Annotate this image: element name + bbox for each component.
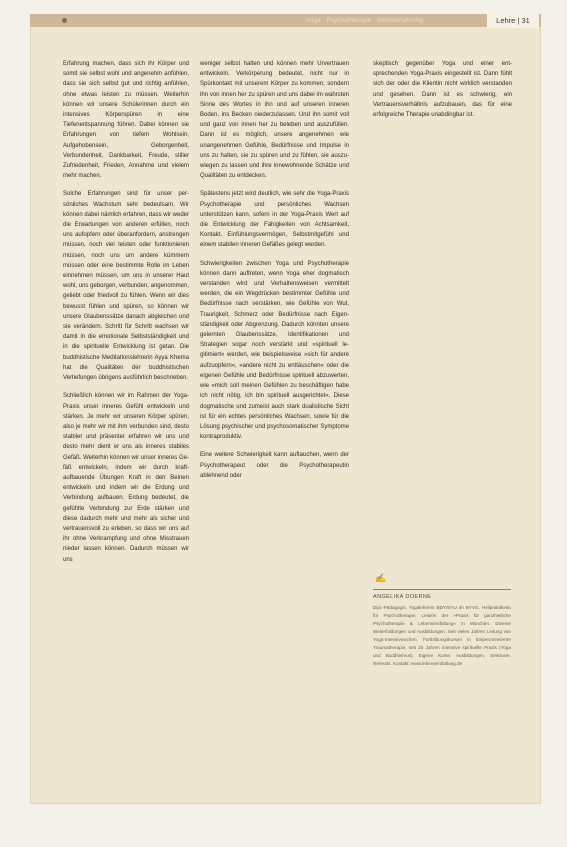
paragraph: Solche Erfahrungen sind für unser persönliches Wachstum sehr bedeutsam. Wir können dabei nämlich erfahren, dass wir weder die Erwartungen von anderen erfüllen, noch uns aufopfern oder überanfordern, anstrengen müssen, noch viel leisten oder funktionieren müssen, noch uns um andere kümmern müssen oder eine bestimmte Rolle im Leben einnehmen müssen, um uns in unserer Haut wohl, uns geborgen, verbunden, angenommen, geliebt oder friedvoll zu fühlen. Wenn wir dies bewusst fühlen und spüren, so können wir unsere Glaubenssätze danach abgleichen und sie verändern. Schritt für Schritt wachsen wir damit in die emotionale Selbstständigkeit und in die spirituelle Entwicklung ist getan. Die buddhistische Meditationslehrerin Ayya Khema hat die Qualitäten der buddhistischen Vertiefungen übrigens ausführlich beschrieben. xyxy=(63,191,189,382)
paragraph: Schließlich können wir im Rahmen der Yoga-Praxis unser inneres Gefühl entwickeln und stärken. Je mehr wir unseren Körper spüren, also je mehr wir mit ihm verbunden sind, desto stabiler und präsenter erfahren wir uns und desto mehr dient er uns als inneres stabiles Gefäß. Weiterhin können wir unser inneres Gefäß entwickeln, indem wir durch kraftaufbauende Übungen Kraft in den Beinen entwickeln und indem wir die Erdung und Verbindung aufbauen. Erdung bedeutet, die gefühlte Verbindung zur Erde stärken und diese dadurch mehr und mehr als sicher und vertrauensvoll zu erleben, so dass wir uns auf ihr ohne Verkrampfung und ohne Misstrauen nieder lassen können. Dadurch müssen wir uns xyxy=(63,393,189,563)
header-dot xyxy=(62,18,67,23)
paragraph: Schwierigkeiten zwischen Yoga und Psychotherapie können dann auftreten, wenn Yoga eher dogmatisch verstanden wird und Verhaltensweisen vermittelt werden, die ein Wegdrücken bestimmter Gefühle und Bedürfnisse nach verstärken, wie Gefühle von Wut, Traurigkeit, Schmerz oder Bedürfnisse nach Eigenständigkeit oder Abgrenzung. Dadurch könnten unsere gelernten Glaubenssätze, Identifikationen und Strategien sogar noch verstärkt und »spirituell legitimiert« werden, wie beispielsweise »sich für andere aufzuopfern«, »andere nicht zu enttäuschen« oder die eigenen Gefühle und Bedürfnisse spirituell abzuwerten, wie »mich soll meinen Gefühlen zu beschäftigen habe ich nicht nötig, ich bin spirituell ausgerichtet«. Diese dogmatische und zumeist auch stark dualistische Sicht ist für ein echtes persönliches Wachsen, sowie für die Lösung psychischer und psychosomatischer Symptome kontraproduktiv. xyxy=(200,260,349,441)
paragraph: weniger selbst halten und können mehr Urvertrauen entwickeln. Verkörperung bedeutet, nicht nur in Spürkontakt mit unserem Körper zu kommen, sondern ihn von innen her zu spüren und uns dabei im wahrsten Sinne des Wortes in ihn und auf unseren inneren Boden, ins Becken niederzulassen. Und ihn somit voll und ganz von innen her zu beleben und auszufüllen. Dann ist es möglich, unsere angenehmen wie unangenehmen Gefühle, Bedürfnisse und Impulse in uns zu halten, sie zu spüren und zu fühlen, sie auszuwiegen zu lassen und ihre innewohnende Schätze und Qualitäten zu entdecken. xyxy=(200,61,349,180)
paragraph: Erfahrung machen, dass sich ihr Körper und somit sie selbst wohl und angenehm anfühlen, dass sie sich selbst gut und richtig anfühlen, ohne etwas leisten zu müssen. Weiterhin können wir unsere Schülerinnen durch ein intensives Körperspüren in eine Tiefenentspannung führen. Dabei können sie Erfahrungen von tiefem Wohlsein, Aufgehobensein, Geborgenheit, Verbundenheit, Dankbarkeit, Freude, stiller Zufriedenheit, Frieden, Annahme und vielem mehr machen. xyxy=(63,61,189,180)
author-name: ANGELIKA DOERNE xyxy=(373,594,432,600)
text-column-3 xyxy=(373,59,512,128)
paragraph: Eine weitere Schwierigkeit kann auftauchen, wenn der Psychotherapeut oder die Psychotherapeutin ablehnend oder xyxy=(200,452,349,479)
paragraph: skeptisch gegenüber Yoga und einer entsprechenden Yoga-Praxis eingestellt ist. Dann fühlt sich der oder die Klientin nicht wirklich verstanden und gesehen. Dann ist es schwierig, ein Vertrauensverhältnis aufzubauen, das für eine erfolgreiche Therapie unabdingbar ist. xyxy=(373,61,512,119)
bio-divider xyxy=(373,589,511,590)
section-label: Lehre xyxy=(496,16,516,25)
running-title: Yoga · Psychotherapie · Selbsterfahrung xyxy=(306,17,423,24)
page-separator: | xyxy=(517,16,520,25)
page-number: 31 xyxy=(521,16,530,25)
paragraph: Spätestens jetzt wird deutlich, wie sehr die Yoga-Praxis Psychotherapie und persönliches Wachsen unterstützen kann, sofern in der Yoga-Praxis Wert auf die Entwicklung der Fähigkeiten von Achtsamkeit, Kontakt, Einfühlungsvermögen, Selbstmitgefühl und einem stabilen inneren Gefäßes gelegt werden. xyxy=(200,191,349,249)
author-bio-text: Dipl.-Pädagogin, Yogalehrerin BDY/EYU im BYVG, Heilpraktikerin für Psychotherapie, Leiterin der »Praxis für ganzheitliche Psychotherapie & Lebensentfaltung« in München. Diverse Weiterbildungen und Ausbildungen. Seit vielen Jahren Leitung von Yoga-Intensivwochen, Fortbildungskursen in körperorientierter Traumatherapie, seit 25 Jahren intensive spirituelle Praxis (Yoga und Buddhismus). Eigene Kurse, Ausbildungen, Seminare, Retreats. Kontakt: www.lebensentfaltung.de xyxy=(373,605,511,666)
text-column-2 xyxy=(200,59,349,489)
signature-pen-icon: ✍ xyxy=(375,574,387,584)
author-bio xyxy=(373,604,511,668)
text-column-1 xyxy=(63,59,189,573)
section-label-box xyxy=(487,13,539,28)
